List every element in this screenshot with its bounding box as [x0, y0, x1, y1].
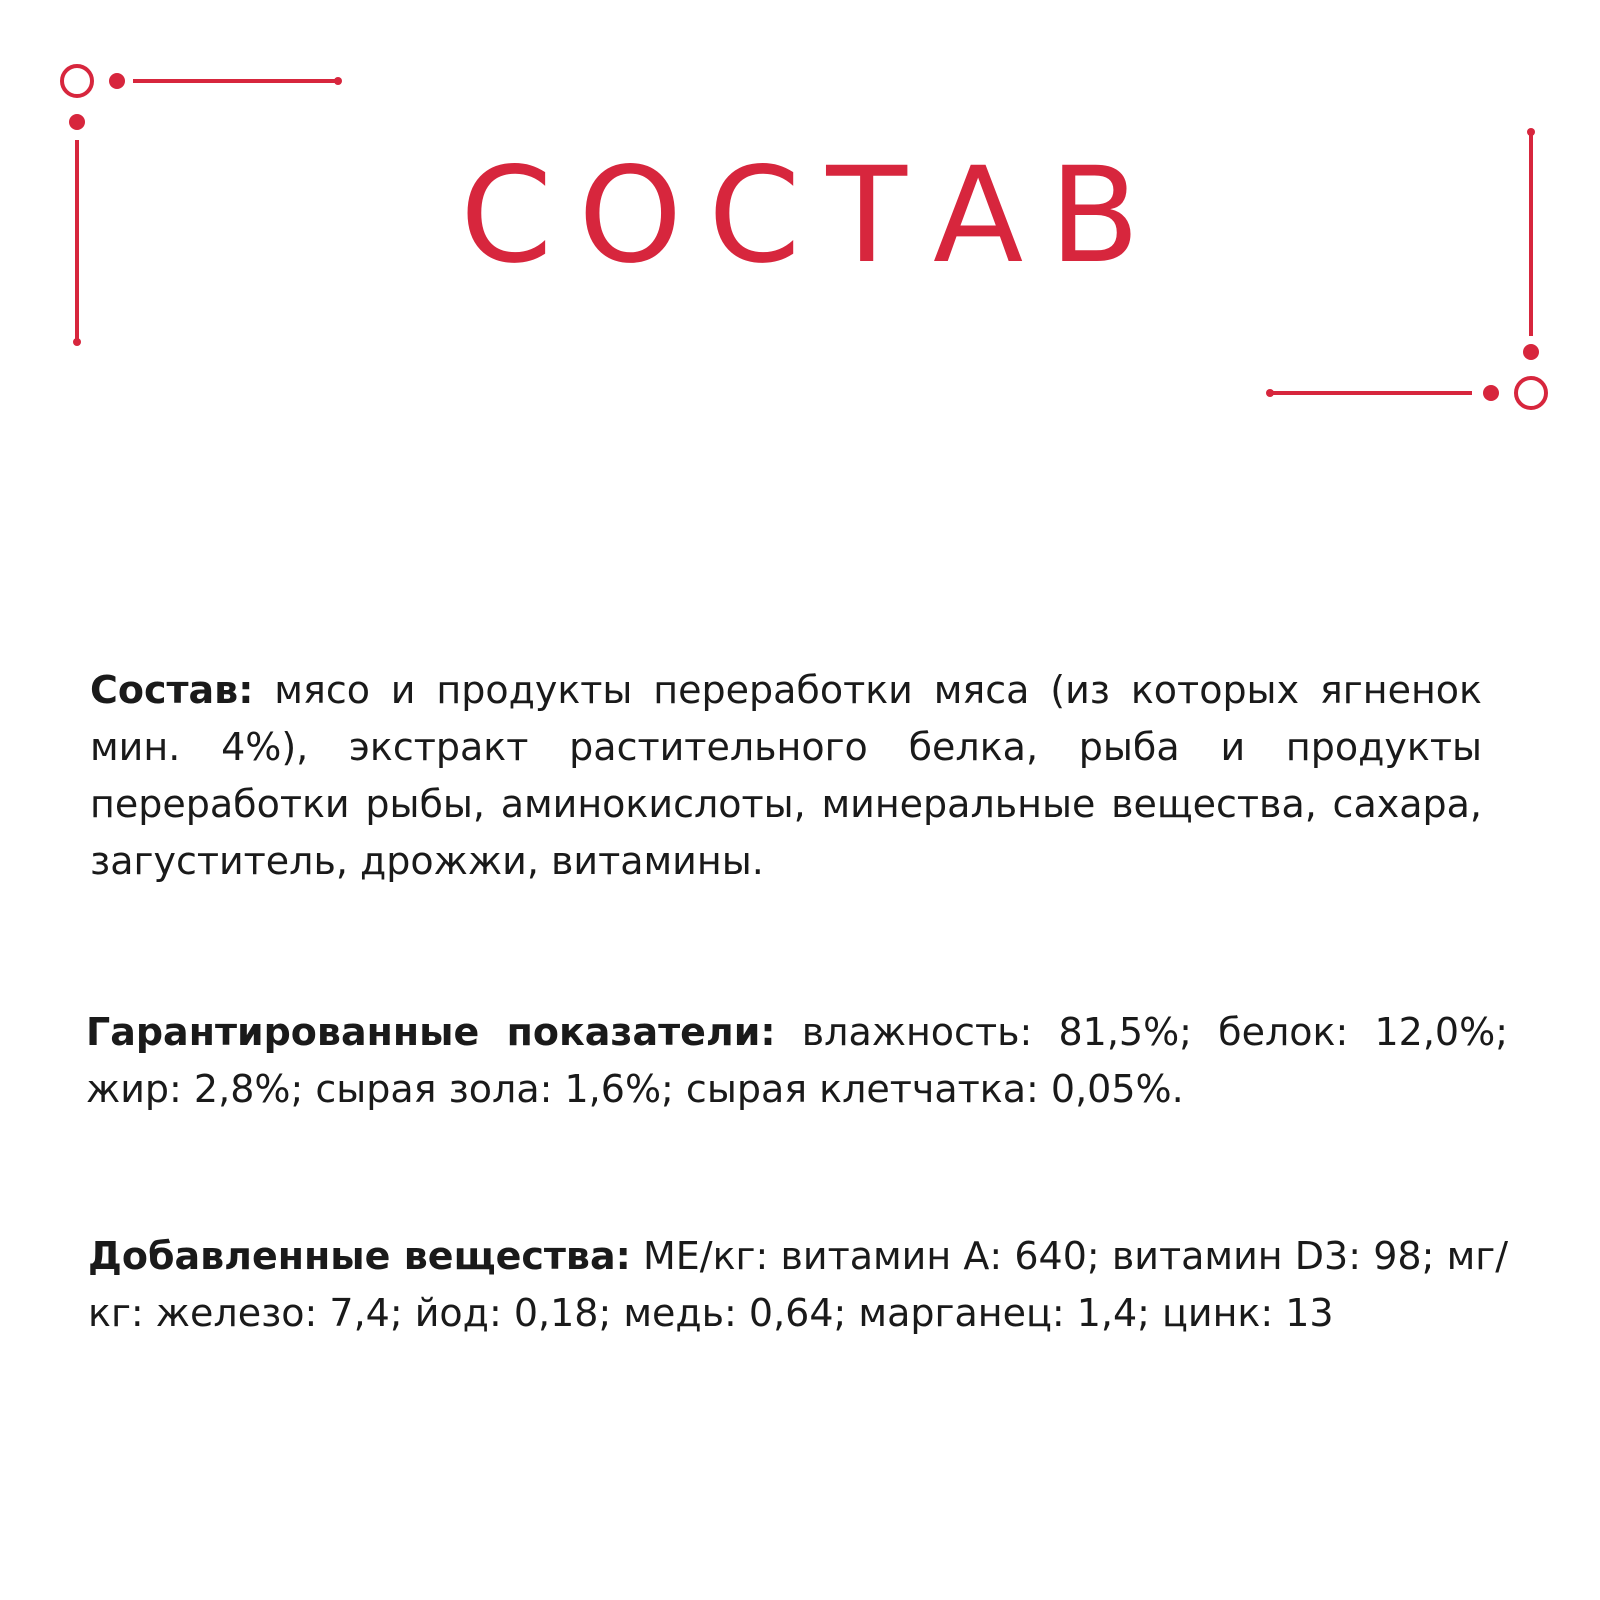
ring-icon — [62, 66, 92, 96]
composition-text: мясо и продукты переработки мяса (из которых ягненок мин. 4%), экстракт растительного белка, рыба и продукты переработки рыбы, аминокислоты, минеральные вещества, сахара, загуститель, дрожжи, витамины. — [90, 668, 1482, 883]
dot-icon — [1523, 344, 1539, 360]
dot-icon — [1483, 385, 1499, 401]
ring-icon — [1516, 378, 1546, 408]
additives-paragraph — [88, 1228, 1508, 1342]
dot-icon — [109, 73, 125, 89]
dot-icon — [1266, 389, 1274, 397]
dot-icon — [73, 338, 81, 346]
guaranteed-values-paragraph — [86, 1004, 1508, 1118]
guaranteed-values-label: Гарантированные показатели: — [86, 1010, 776, 1054]
additives-text: МЕ/кг: витамин А: 640; витамин D3: 98; мг/кг: железо: 7,4; йод: 0,18; медь: 0,64; марганец: 1,4; цинк: 13 — [88, 1234, 1509, 1335]
dot-icon — [1527, 128, 1535, 136]
additives-label: Добавленные вещества: — [88, 1234, 631, 1278]
composition-paragraph — [90, 662, 1482, 890]
dot-icon — [69, 114, 85, 130]
page-title: СОСТАВ — [460, 139, 1166, 293]
guaranteed-values-text: влажность: 81,5%; белок: 12,0%; жир: 2,8%; сырая зола: 1,6%; сырая клетчатка: 0,05%. — [86, 1010, 1508, 1111]
composition-label: Состав: — [90, 668, 254, 712]
dot-icon — [334, 77, 342, 85]
